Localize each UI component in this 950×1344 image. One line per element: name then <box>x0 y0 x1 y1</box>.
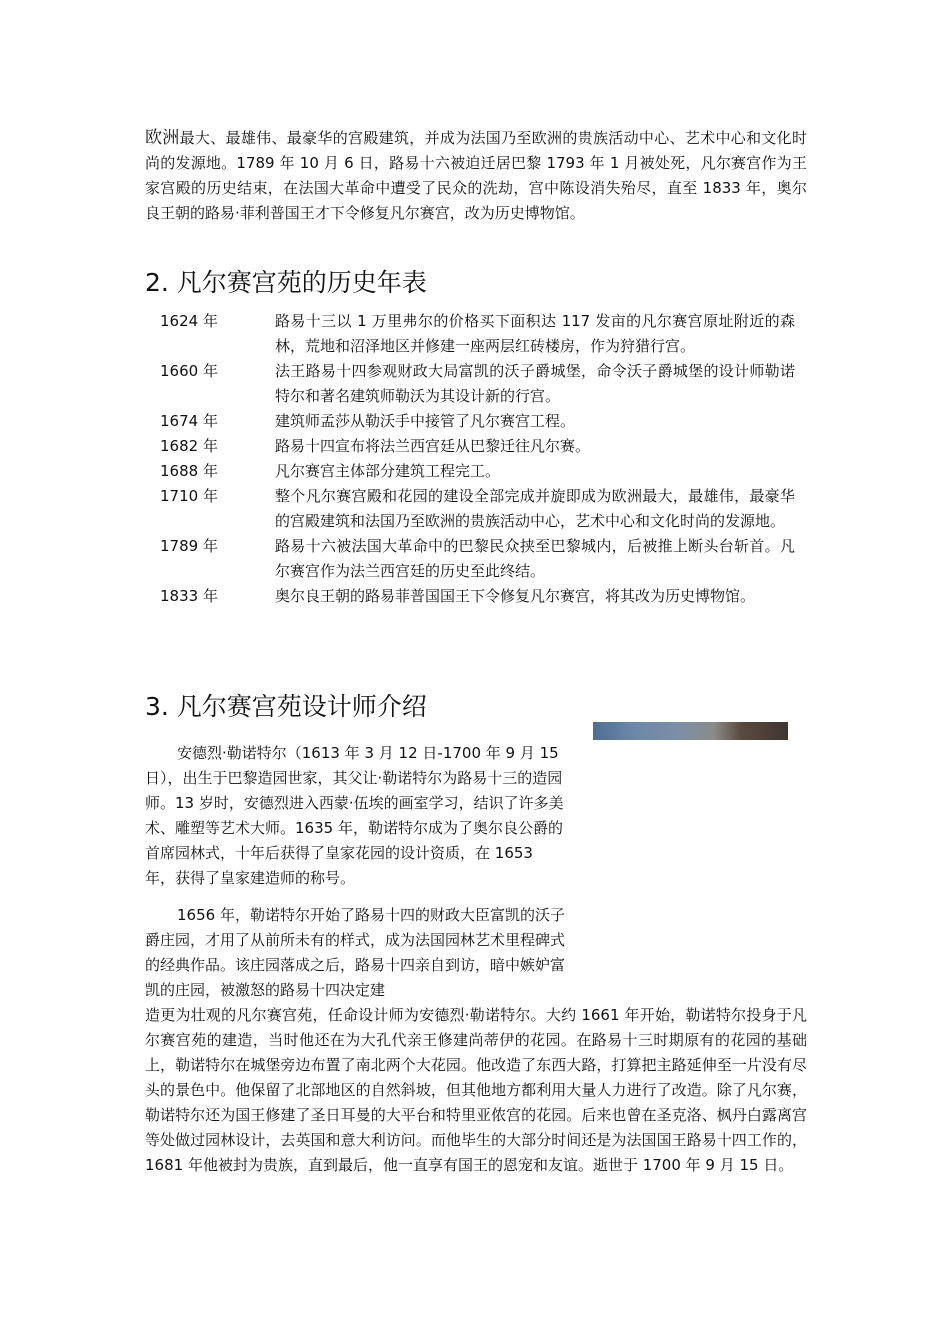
bio-paragraph-2-start: 1656 年，勒诺特尔开始了路易十四的财政大臣富凯的沃子爵庄园，才用了从前所未有的样式，成为法国园林艺术里程碑式的经典作品。该庄园落成之后，路易十四亲自到访，暗中嫉妒富凯的庄园，被激怒的路易十四决定建 <box>145 906 566 999</box>
timeline-event: 路易十四宣布将法兰西宫廷从巴黎迁往凡尔赛。 <box>275 437 591 455</box>
timeline-row <box>160 584 800 609</box>
timeline-event: 凡尔赛宫主体部分建筑工程完工。 <box>275 462 501 480</box>
timeline-year: 1789 年 <box>160 537 218 555</box>
timeline-year: 1710 年 <box>160 487 218 505</box>
timeline-row <box>160 309 800 359</box>
intro-text: 最大、最雄伟、最豪华的宫殿建筑，并成为法国乃至欧洲的贵族活动中心、艺术中心和文化时尚的发源地。1789 年 10 月 6 日，路易十六被迫迁居巴黎 1793 年 1 月被处死，凡尔赛宫作为王家宫殿的历史结束，在法国大革命中遭受了民众的洗劫，宫中陈设消失殆尽，直至 1833 年，奥尔良王朝的路易·菲利普国王才下令修复凡尔赛宫，改为历史博物馆。 <box>145 129 807 222</box>
timeline-event: 法王路易十四参观财政大局富凯的沃子爵城堡，命令沃子爵城堡的设计师勒诺特尔和著名建筑师勒沃为其设计新的行宫。 <box>275 362 795 405</box>
timeline-year: 1833 年 <box>160 587 218 605</box>
timeline-row <box>160 534 800 584</box>
timeline-event: 奥尔良王朝的路易菲普国国王下令修复凡尔赛宫，将其改为历史博物馆。 <box>275 587 756 605</box>
timeline-year: 1682 年 <box>160 437 218 455</box>
intro-paragraph <box>145 126 807 226</box>
timeline-event: 路易十六被法国大革命中的巴黎民众挟至巴黎城内，后被推上断头台斩首。凡尔赛宫作为法兰西宫廷的历史至此终结。 <box>275 537 795 580</box>
section-3-heading: 3. 凡尔赛宫苑设计师介绍 <box>145 692 427 721</box>
timeline-event: 整个凡尔赛宫殿和花园的建设全部完成并旋即成为欧洲最大，最雄伟，最豪华的宫殿建筑和法国乃至欧洲的贵族活动中心，艺术中心和文化时尚的发源地。 <box>275 487 795 530</box>
history-timeline <box>160 309 800 609</box>
timeline-event: 路易十三以 1 万里弗尔的价格买下面积达 117 发亩的凡尔赛宫原址附近的森林，荒地和沼泽地区并修建一座两层红砖楼房，作为狩猎行宫。 <box>275 312 795 355</box>
timeline-row <box>160 459 800 484</box>
timeline-row <box>160 359 800 409</box>
timeline-year: 1674 年 <box>160 412 218 430</box>
timeline-year: 1688 年 <box>160 462 218 480</box>
bio-paragraph-2-continued: 造更为壮观的凡尔赛宫苑，任命设计师为安德烈·勒诺特尔。大约 1661 年开始，勒诺特尔投身于凡尔赛宫苑的建造，当时他还在为大孔代亲王修建尚蒂伊的花园。在路易十三时期原有的花园的基础上，勒诺特尔在城堡旁边布置了南北两个大花园。他改造了东西大路，打算把主路延伸至一片没有尽头的景色中。他保留了北部地区的自然斜坡，但其他地方都利用大量人力进行了改造。除了凡尔赛，勒诺特尔还为国王修建了圣日耳曼的大平台和特里亚侬宫的花园。后来也曾在圣克洛、枫丹白露离宫等处做过园林设计，去英国和意大利访问。而他毕生的大部分时间还是为法国国王路易十四工作的，1681 年他被封为贵族，直到最后，他一直享有国王的恩宠和友谊。逝世于 1700 年 9 月 15 日。 <box>145 1006 807 1174</box>
timeline-row <box>160 434 800 459</box>
section-2-heading: 2. 凡尔赛宫苑的历史年表 <box>145 268 427 297</box>
timeline-row <box>160 409 800 434</box>
designer-bio <box>145 741 807 1178</box>
timeline-year: 1624 年 <box>160 312 218 330</box>
timeline-event: 建筑师孟莎从勒沃手中接管了凡尔赛宫工程。 <box>275 412 576 430</box>
bio-paragraph-1: 安德烈·勒诺特尔（1613 年 3 月 12 日-1700 年 9 月 15 日），出生于巴黎造园世家，其父让·勒诺特尔为路易十三的造园师。13 岁时，安德烈进入西蒙·伍埃的画室学习，结识了许多美术、雕塑等艺术大师。1635 年，勒诺特尔成为了奥尔良公爵的首席园林式，十年后获得了皇家花园的设计资质，在 1653 年，获得了皇家建造师的称号。 <box>145 744 564 887</box>
intro-lead: 欧洲 <box>145 128 180 148</box>
timeline-year: 1660 年 <box>160 362 218 380</box>
timeline-row <box>160 484 800 534</box>
designer-photo <box>593 722 788 740</box>
